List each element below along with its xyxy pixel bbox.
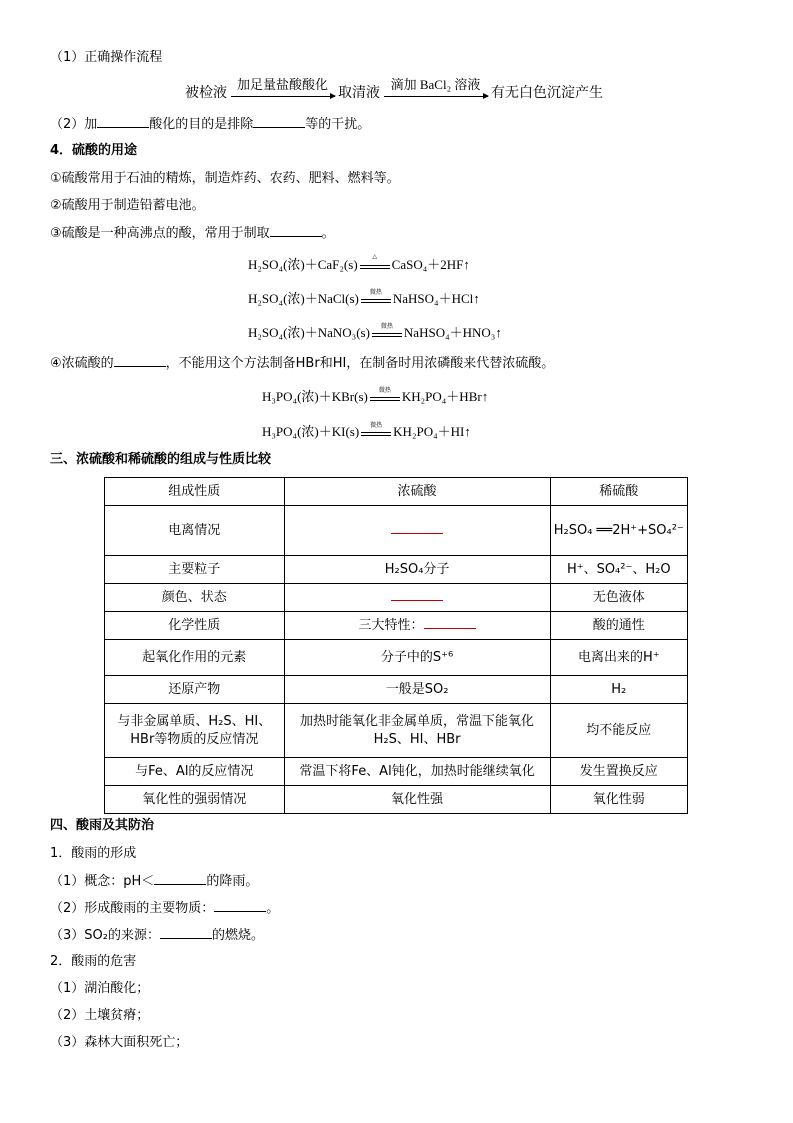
eq-condition: △	[360, 259, 390, 273]
eq-condition: 微热	[361, 426, 391, 440]
use-2: ②硫酸用于制造铅蓄电池。	[50, 198, 205, 213]
text: （1）概念：pH＜	[50, 874, 155, 889]
eq-condition: 微热	[370, 391, 400, 405]
eq-left: H₃PO₄(浓)＋KBr(s)	[262, 389, 368, 404]
acid-rain-harm: 2．酸雨的危害	[50, 954, 137, 969]
acid-rain-heading: 四、酸雨及其防治	[50, 818, 155, 833]
eq-condition: 微热	[372, 327, 402, 341]
row-concentrated: 氧化性强	[284, 786, 550, 814]
harm-1: （1）湖泊酸化；	[50, 981, 150, 996]
flow-step1: 加足量盐酸酸化	[236, 77, 328, 93]
blank	[253, 115, 305, 128]
table-row	[105, 704, 688, 758]
row-concentrated: 加热时能氧化非金属单质，常温下能氧化H₂S、HI、HBr	[284, 704, 550, 758]
text: ④浓硫酸的	[50, 356, 114, 371]
row-dilute: 电离出来的H⁺	[550, 640, 687, 676]
row-dilute: 酸的通性	[550, 612, 687, 640]
text: 的降雨。	[206, 874, 259, 889]
table-row	[105, 640, 688, 676]
blank	[154, 872, 206, 885]
flow-end: 有无白色沉淀产生	[491, 86, 603, 101]
flow-step2: 滴加 BaCl₂ 溶液	[390, 77, 481, 93]
eq-right: CaSO₄＋2HF↑	[391, 257, 470, 272]
harm-3: （3）森林大面积死亡；	[50, 1035, 189, 1050]
acidify-purpose	[50, 115, 370, 134]
text: ③硫酸是一种高沸点的酸，常用于制取	[50, 226, 270, 241]
blank	[391, 588, 443, 601]
table-header-row	[105, 478, 688, 506]
row-key: 主要粒子	[105, 556, 285, 584]
text: 的燃烧。	[211, 928, 264, 943]
text: 三大特性：	[358, 618, 424, 633]
row-dilute: 发生置换反应	[550, 758, 687, 786]
eq-left: H₂SO₄(浓)＋CaF₂(s)	[248, 257, 358, 272]
blank	[391, 521, 443, 534]
row-key: 还原产物	[105, 676, 285, 704]
header-cell: 组成性质	[105, 478, 285, 506]
text: 等的干扰。	[305, 117, 371, 132]
comparison-table	[104, 477, 688, 814]
flow-mid: 取清液	[338, 86, 380, 101]
equation-1	[248, 254, 470, 273]
eq-condition: 微热	[361, 293, 391, 307]
row-key: 与Fe、Al的反应情况	[105, 758, 285, 786]
row-concentrated: 常温下将Fe、Al钝化，加热时能继续氧化	[284, 758, 550, 786]
use-1: ①硫酸常用于石油的精炼，制造炸药、农药、肥料、燃料等。	[50, 171, 400, 186]
row-concentrated: 分子中的S⁺⁶	[284, 640, 550, 676]
text: （2）加	[50, 117, 98, 132]
header-cell: 浓硫酸	[284, 478, 550, 506]
text: 酸化的目的是排除	[149, 117, 254, 132]
flow-title: （1）正确操作流程	[50, 50, 163, 65]
header-cell: 稀硫酸	[550, 478, 687, 506]
table-row	[105, 584, 688, 612]
so2-sources	[50, 926, 264, 945]
text: （2）形成酸雨的主要物质：	[50, 901, 215, 916]
row-concentrated	[284, 612, 550, 640]
eq-left: H₃PO₄(浓)＋KI(s)	[262, 424, 360, 439]
equation-3	[248, 322, 502, 341]
blank	[114, 354, 166, 367]
blank	[424, 616, 476, 629]
row-key: 起氧化作用的元素	[105, 640, 285, 676]
row-dilute: H₂SO₄ ══2H⁺+SO₄²⁻	[550, 506, 687, 556]
text: 。	[266, 901, 280, 916]
acid-rain-substances	[50, 899, 279, 918]
harm-2: （2）土壤贫瘠；	[50, 1008, 150, 1023]
text: （3）SO₂的来源：	[50, 928, 160, 943]
table-row	[105, 758, 688, 786]
blank	[97, 115, 149, 128]
row-dilute: 无色液体	[550, 584, 687, 612]
row-key: 电离情况	[105, 506, 285, 556]
row-dilute: 氧化性弱	[550, 786, 687, 814]
eq-left: H₂SO₄(浓)＋NaCl(s)	[248, 291, 359, 306]
table-row	[105, 786, 688, 814]
use-3	[50, 224, 335, 243]
row-concentrated: 一般是SO₂	[284, 676, 550, 704]
blank	[160, 926, 212, 939]
eq-right: KH₂PO₄＋HI↑	[393, 424, 471, 439]
table-row	[105, 676, 688, 704]
row-concentrated	[284, 506, 550, 556]
acid-rain-concept	[50, 872, 258, 891]
row-key: 化学性质	[105, 612, 285, 640]
eq-left: H₂SO₄(浓)＋NaNO₃(s)	[248, 325, 370, 340]
flow-arrow-2	[384, 77, 488, 97]
equation-2	[248, 288, 480, 307]
flow-start: 被检液	[185, 86, 227, 101]
row-key: 颜色、状态	[105, 584, 285, 612]
row-key: 氧化性的强弱情况	[105, 786, 285, 814]
blank	[214, 899, 266, 912]
eq-right: KH₂PO₄＋HBr↑	[401, 389, 489, 404]
flow-arrow-1	[231, 77, 335, 97]
table-row	[105, 556, 688, 584]
blank	[270, 224, 322, 237]
eq-right: NaHSO₄＋HNO₃↑	[403, 325, 502, 340]
table-row	[105, 612, 688, 640]
table-row	[105, 506, 688, 556]
text: 。	[321, 226, 335, 241]
row-dilute: H⁺、SO₄²⁻、H₂O	[550, 556, 687, 584]
equation-4	[262, 386, 488, 405]
row-dilute: 均不能反应	[550, 704, 687, 758]
use-4	[50, 354, 554, 373]
row-concentrated: H₂SO₄分子	[284, 556, 550, 584]
row-key: 与非金属单质、H₂S、HI、HBr等物质的反应情况	[105, 704, 285, 758]
compare-heading: 三、浓硫酸和稀硫酸的组成与性质比较	[50, 452, 272, 467]
uses-heading: 4．硫酸的用途	[50, 143, 138, 158]
row-dilute: H₂	[550, 676, 687, 704]
eq-right: NaHSO₄＋HCl↑	[392, 291, 480, 306]
row-concentrated	[284, 584, 550, 612]
operation-flow	[185, 77, 603, 102]
text: ，不能用这个方法制备HBr和HI，在制备时用浓磷酸来代替浓硫酸。	[165, 356, 555, 371]
acid-rain-formation: 1．酸雨的形成	[50, 846, 137, 861]
equation-5	[262, 421, 471, 440]
